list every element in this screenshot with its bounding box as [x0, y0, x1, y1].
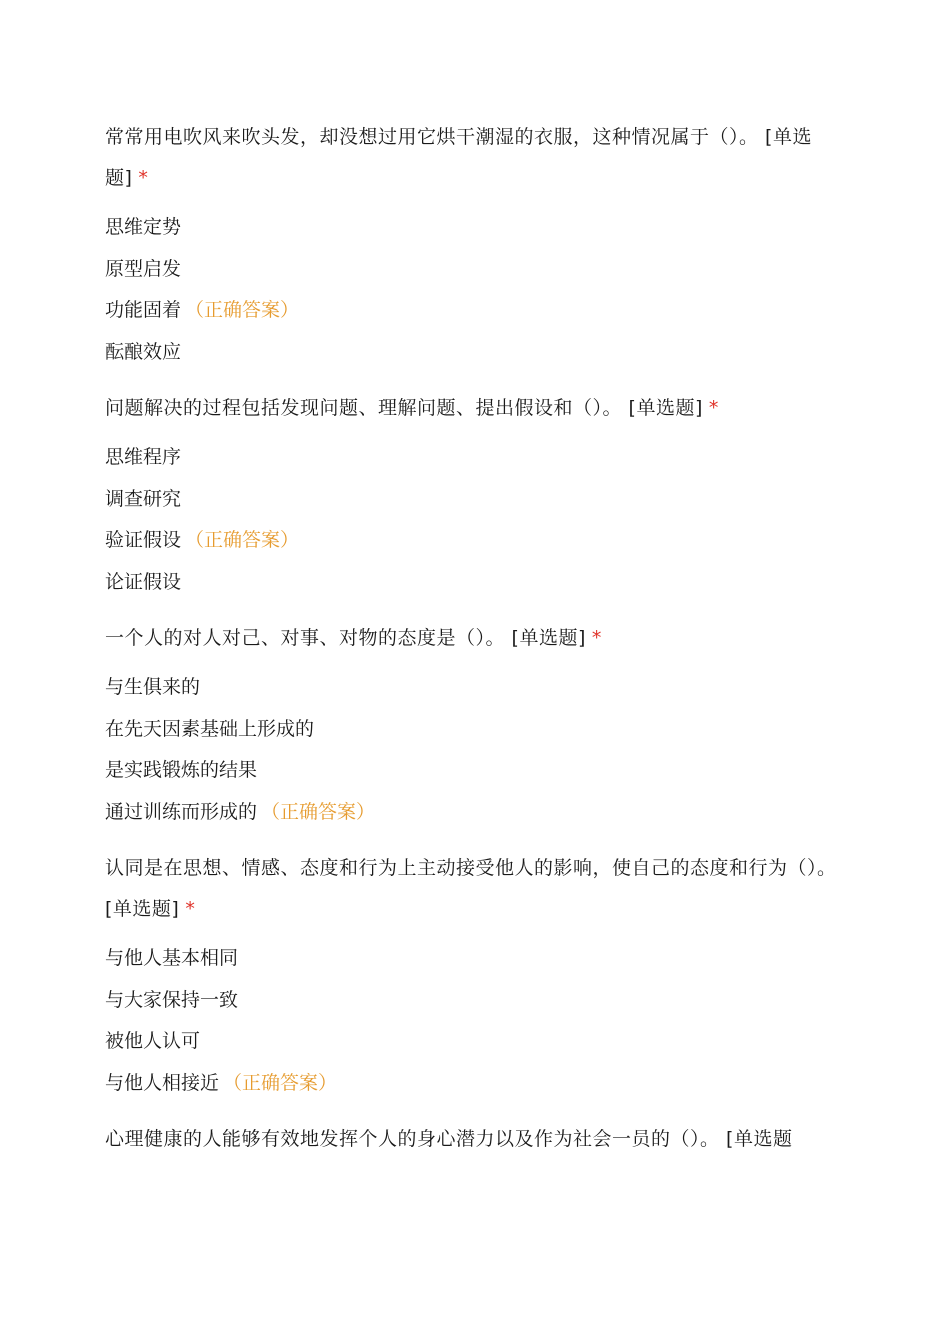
- question-3: [105, 618, 845, 833]
- question-4: [105, 848, 845, 1104]
- option-correct: 功能固着 （正确答案）: [105, 299, 300, 321]
- question-5: [105, 1119, 845, 1160]
- option-correct: 验证假设 （正确答案）: [105, 529, 300, 551]
- option: 思维定势: [105, 216, 182, 238]
- option: 与生俱来的: [105, 676, 201, 698]
- question-stem: 认同是在思想、情感、态度和行为上主动接受他人的影响，使自己的态度和行为（）。 [单选题] *: [105, 857, 837, 920]
- required-marker: *: [591, 627, 602, 649]
- option: 调查研究: [105, 487, 182, 510]
- question-stem: 一个人的对人对己、对事、对物的态度是（）。 [单选题] *: [105, 627, 602, 649]
- option: 在先天因素基础上形成的: [105, 717, 315, 740]
- option: 原型启发: [105, 257, 182, 280]
- option-correct: 通过训练而形成的 （正确答案）: [105, 800, 376, 823]
- option: 被他人认可: [105, 1030, 201, 1052]
- option: 思维程序: [105, 446, 182, 468]
- required-marker: *: [138, 167, 149, 189]
- question-stem: 心理健康的人能够有效地发挥个人的身心潜力以及作为社会一员的（）。 [单选题: [105, 1128, 793, 1150]
- option-correct: 与他人相接近 （正确答案）: [105, 1071, 338, 1094]
- option: 与大家保持一致: [105, 988, 239, 1011]
- option-list: [105, 207, 845, 373]
- option-list: [105, 437, 845, 603]
- option: 与他人基本相同: [105, 947, 239, 969]
- option-list: [105, 938, 845, 1104]
- question-stem: 问题解决的过程包括发现问题、理解问题、提出假设和（）。 [单选题] *: [105, 397, 719, 419]
- correct-answer-label: （正确答案）: [261, 800, 376, 823]
- option: 是实践锻炼的结果: [105, 759, 258, 781]
- required-marker: *: [185, 898, 196, 920]
- question-1: [105, 117, 845, 373]
- correct-answer-label: （正确答案）: [185, 299, 300, 321]
- option-list: [105, 667, 845, 833]
- question-stem: 常常用电吹风来吹头发，却没想过用它烘干潮湿的衣服，这种情况属于（）。 [单选题] *: [105, 126, 812, 189]
- option: 酝酿效应: [105, 340, 182, 363]
- option: 论证假设: [105, 570, 182, 593]
- required-marker: *: [708, 397, 719, 419]
- correct-answer-label: （正确答案）: [223, 1071, 338, 1094]
- question-2: [105, 388, 845, 603]
- correct-answer-label: （正确答案）: [185, 529, 300, 551]
